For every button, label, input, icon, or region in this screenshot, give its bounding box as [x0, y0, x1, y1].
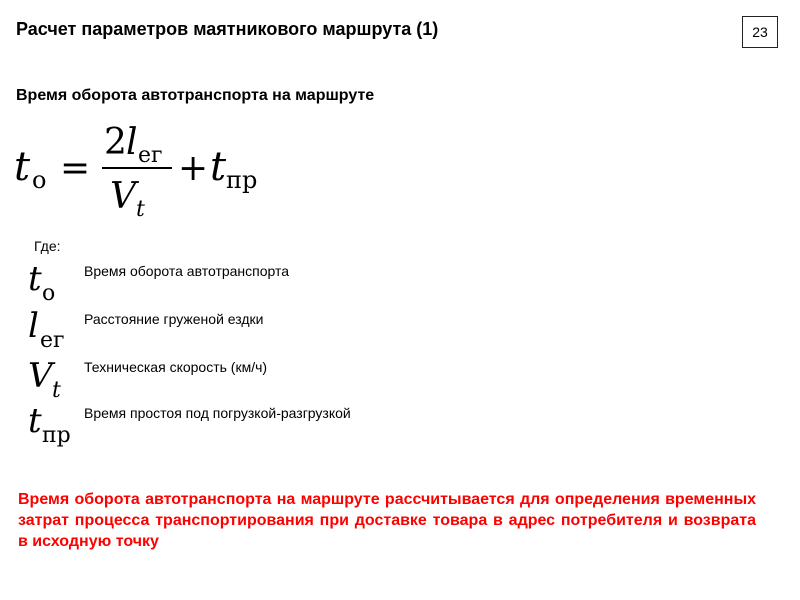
formula-rhs-sub: пр — [226, 166, 258, 194]
formula-equals: = — [60, 148, 91, 189]
symbol-main: l — [28, 306, 39, 346]
symbol-main: t — [28, 401, 42, 441]
page-number-badge: 23 — [742, 16, 778, 48]
slide-title: Расчет параметров маятникового маршрута (1) — [16, 19, 439, 39]
formula-num-var: l — [126, 122, 138, 163]
formula-rhs-var: t — [210, 144, 227, 190]
formula-den-var: V — [110, 176, 136, 217]
turnaround-time-formula — [12, 112, 282, 222]
symbol-sub: ег — [40, 328, 65, 353]
description-leg: Расстояние груженой ездки — [84, 311, 264, 327]
symbol-sub: о — [42, 281, 56, 306]
formula-lhs-sub: о — [32, 166, 47, 194]
formula-num-coef: 2 — [104, 122, 127, 163]
formula-num-sub: ег — [138, 143, 163, 168]
description-to: Время оборота автотранспорта — [84, 263, 290, 279]
formula-lhs-var: t — [14, 144, 31, 190]
symbol-main: V — [28, 356, 53, 396]
symbol-main: t — [28, 259, 42, 299]
symbol-tpr — [26, 400, 86, 450]
explanation-note: Время оборота автотранспорта на маршруте рассчитывается для определения временных затрат процесса транспортирования при доставке товара в адрес потребителя и возврата в исходную точку — [18, 491, 756, 550]
section-subtitle: Время оборота автотранспорта на маршруте — [16, 87, 375, 104]
symbol-sub: t — [52, 378, 61, 403]
symbol-sub: пр — [42, 423, 71, 448]
where-label: Где: — [34, 238, 61, 254]
formula-plus: + — [178, 148, 209, 189]
symbol-leg — [26, 305, 86, 355]
formula-den-sub: t — [136, 197, 145, 222]
description-tpr: Время простоя под погрузкой-разгрузкой — [84, 405, 351, 421]
symbol-vt — [26, 355, 86, 405]
symbol-to — [26, 258, 86, 308]
description-vt: Техническая скорость (км/ч) — [84, 359, 268, 375]
